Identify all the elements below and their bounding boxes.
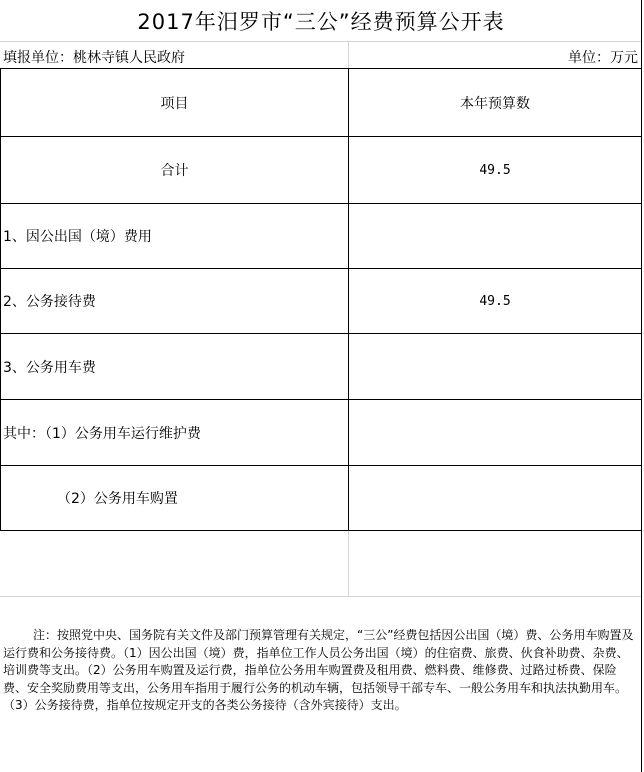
row-overseas-value (349, 204, 641, 268)
row-total-value: 49.5 (479, 162, 511, 178)
row-vehicle-purchase-value (349, 466, 641, 530)
page-title: 2017年汨罗市“三公”经费预算公开表 (137, 10, 505, 34)
row-vehicle-value (349, 334, 641, 399)
grid-line (348, 530, 349, 596)
meta-row (0, 42, 642, 68)
row-total-label: 合计 (160, 163, 189, 179)
reporting-unit: 填报单位：桃林寺镇人民政府 (3, 50, 185, 66)
row-vehicle-maintenance-label: 其中：（1）公务用车运行维护费 (3, 425, 201, 442)
header-item: 项目 (160, 95, 189, 112)
grid-line (0, 41, 642, 42)
grid-line (348, 42, 349, 68)
row-vehicle-purchase-label: （2）公务用车购置 (57, 491, 178, 507)
row-overseas-label: 1、因公出国（境）费用 (3, 229, 152, 245)
row-vehicle-maintenance-value (349, 400, 641, 465)
currency-unit: 单位：万元 (568, 50, 638, 66)
row-vehicle-label: 3、公务用车费 (3, 359, 96, 376)
row-reception-value: 49.5 (479, 293, 511, 309)
table-border (641, 0, 642, 772)
header-budget: 本年预算数 (460, 95, 530, 112)
footnote: 注：按照党中央、国务院有关文件及部门预算管理有关规定，“三公”经费包括因公出国（境）费、公务用车购置及运行费和公务接待费。（1）因公出国（境）费，指单位工作人员公务出国（境）的住宿费、旅费、伙食补助费、杂费、培训费等支出。（2）公务用车购置及运行费，指单位公务用车购置费及租用费、燃料费、维修费、过路过桥费、保险费、安全奖励费用等支出，公务用车指用于履行公务的机动车辆，包括领导干部专车、一般公务用车和执法执勤用车。（3）公务接待费，指单位按规定开支的各类公务接待（含外宾接待）支出。 (3, 628, 634, 712)
table-border (0, 530, 642, 531)
grid-line (0, 596, 642, 597)
row-reception-label: 2、公务接待费 (3, 294, 96, 310)
